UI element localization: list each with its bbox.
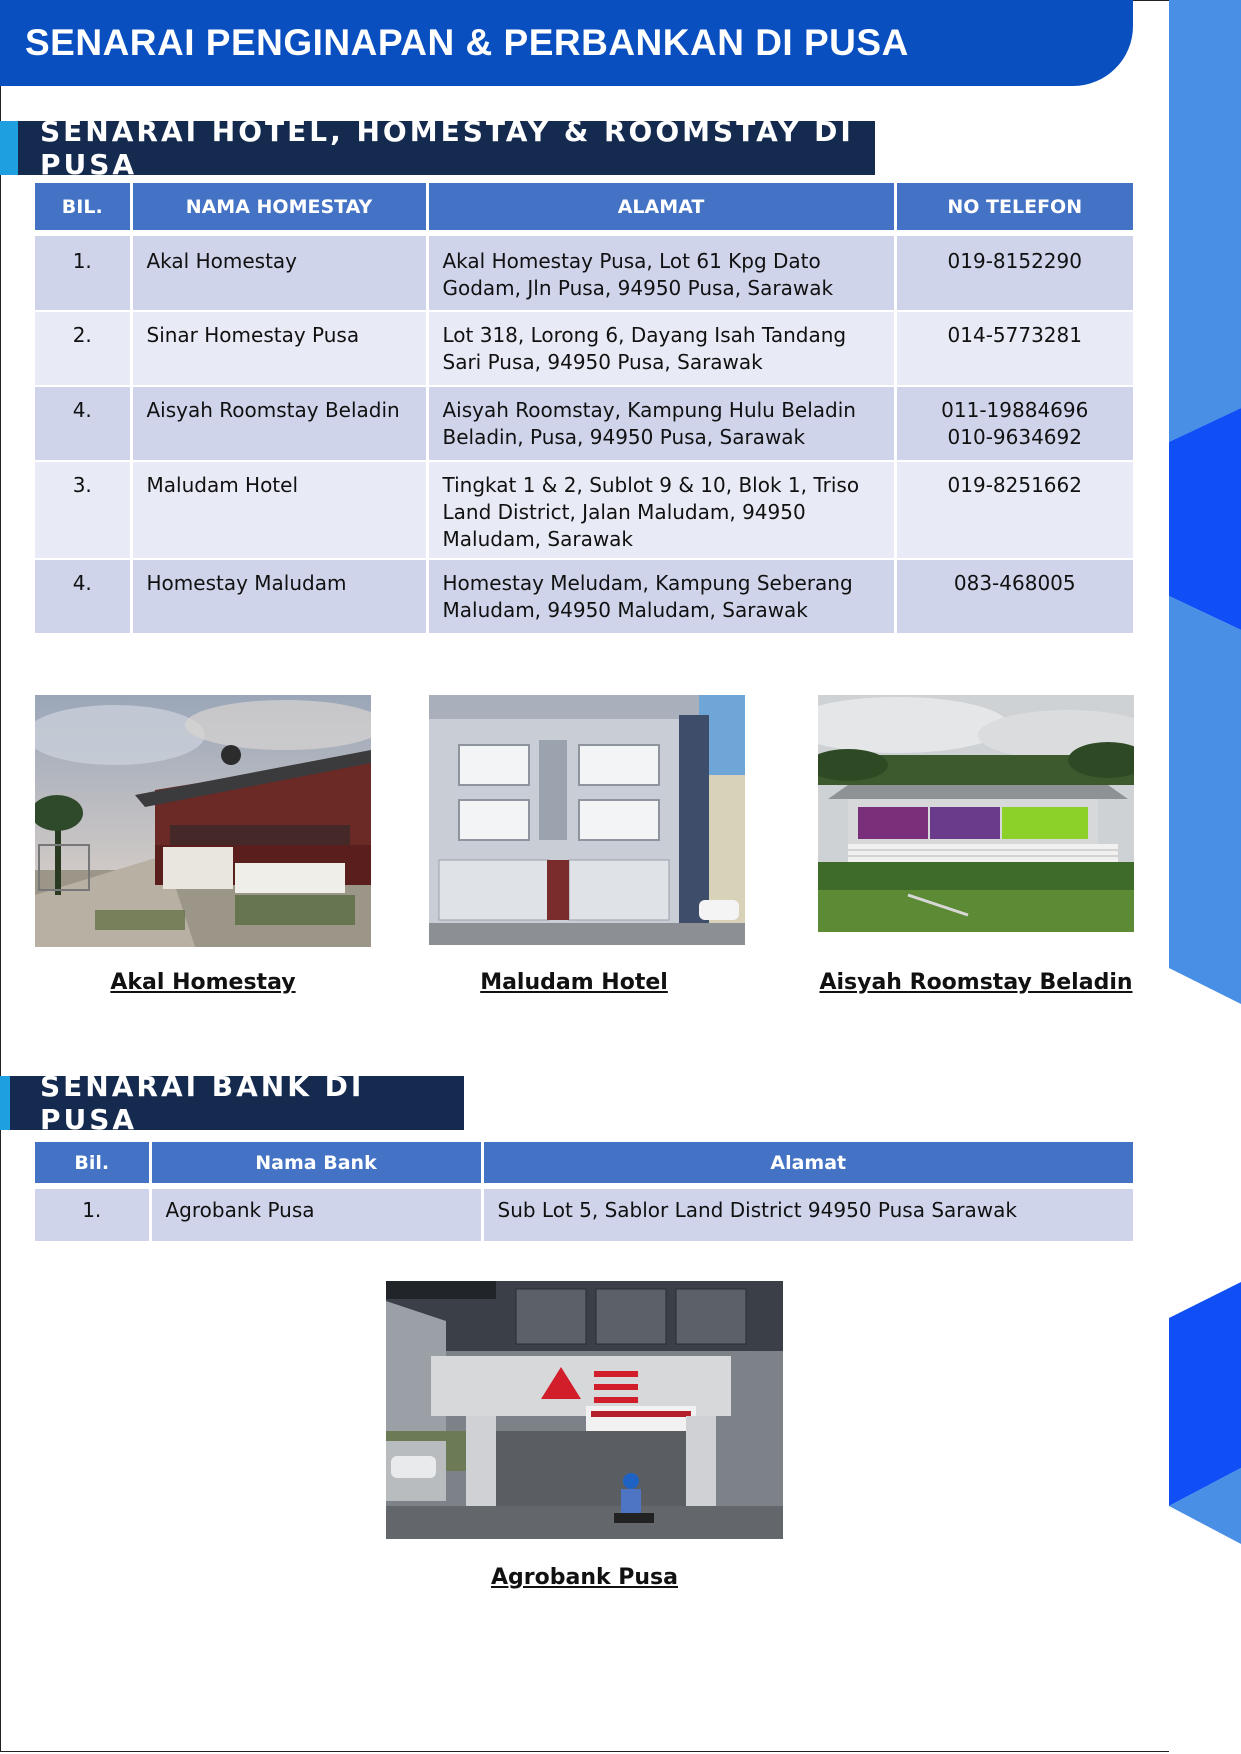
agrobank-photo <box>386 1281 783 1539</box>
phone-number: 014-5773281 <box>947 323 1082 347</box>
table-row <box>35 311 1133 386</box>
cell-name: Akal Homestay <box>131 233 427 311</box>
section-accent <box>0 121 18 175</box>
column-header-name: NAMA HOMESTAY <box>131 183 427 233</box>
maludam-hotel-caption: Maludam Hotel <box>480 970 668 995</box>
cell-phone <box>895 233 1133 311</box>
agrobank-caption: Agrobank Pusa <box>490 1565 678 1590</box>
table-row <box>35 1186 1133 1242</box>
cell-bil: 2. <box>35 311 131 386</box>
title-banner <box>0 0 1133 86</box>
cell-name: Sinar Homestay Pusa <box>131 311 427 386</box>
phone-number: 083-468005 <box>953 571 1076 595</box>
cell-name: Maludam Hotel <box>131 461 427 559</box>
aisyah-roomstay-caption: Aisyah Roomstay Beladin <box>819 970 1133 995</box>
column-header-address: ALAMAT <box>427 183 895 233</box>
cell-phone <box>895 311 1133 386</box>
cell-address: Aisyah Roomstay, Kampung Hulu Beladin Beladin, Pusa, 94950 Pusa, Sarawak <box>427 386 895 461</box>
column-header-bank-name: Nama Bank <box>150 1142 482 1186</box>
cell-address: Lot 318, Lorong 6, Dayang Isah Tandang Sari Pusa, 94950 Pusa, Sarawak <box>427 311 895 386</box>
akal-homestay-caption: Akal Homestay <box>110 970 296 995</box>
cell-bank-name: Agrobank Pusa <box>150 1186 482 1242</box>
hotel-section-header <box>0 115 875 181</box>
hotel-table <box>35 183 1133 635</box>
hotel-section-title: SENARAI HOTEL, HOMESTAY & ROOMSTAY DI PUSA <box>18 121 875 175</box>
cell-phone <box>895 559 1133 634</box>
page-title: SENARAI PENGINAPAN & PERBANKAN DI PUSA <box>25 22 909 63</box>
bank-table <box>35 1142 1133 1243</box>
cell-address: Sub Lot 5, Sablor Land District 94950 Pusa Sarawak <box>482 1186 1133 1242</box>
table-row <box>35 461 1133 559</box>
cell-bil: 3. <box>35 461 131 559</box>
cell-address: Homestay Meludam, Kampung Seberang Maludam, 94950 Maludam, Sarawak <box>427 559 895 634</box>
cell-bil: 4. <box>35 386 131 461</box>
cell-bil: 1. <box>35 1186 150 1242</box>
bank-section-title: SENARAI BANK DI PUSA <box>10 1076 464 1130</box>
cell-phone <box>895 386 1133 461</box>
bank-section-header <box>0 1070 464 1136</box>
table-row <box>35 559 1133 634</box>
column-header-address: Alamat <box>482 1142 1133 1186</box>
cell-bil: 1. <box>35 233 131 311</box>
phone-number: 010-9634692 <box>947 425 1082 449</box>
table-row <box>35 386 1133 461</box>
cell-name: Aisyah Roomstay Beladin <box>131 386 427 461</box>
table-row <box>35 233 1133 311</box>
side-decoration <box>1169 0 1241 1754</box>
phone-number: 019-8251662 <box>947 473 1082 497</box>
column-header-phone: NO TELEFON <box>895 183 1133 233</box>
maludam-hotel-photo <box>429 695 745 945</box>
column-header-bil: Bil. <box>35 1142 150 1186</box>
section-accent <box>0 1076 10 1130</box>
cell-address: Tingkat 1 & 2, Sublot 9 & 10, Blok 1, Triso Land District, Jalan Maludam, 94950 Maludam, Sarawak <box>427 461 895 559</box>
akal-homestay-photo <box>35 695 371 947</box>
cell-phone <box>895 461 1133 559</box>
cell-name: Homestay Maludam <box>131 559 427 634</box>
cell-bil: 4. <box>35 559 131 634</box>
cell-address: Akal Homestay Pusa, Lot 61 Kpg Dato Godam, Jln Pusa, 94950 Pusa, Sarawak <box>427 233 895 311</box>
aisyah-roomstay-photo <box>818 695 1134 932</box>
phone-number: 011-19884696 <box>941 398 1089 422</box>
phone-number: 019-8152290 <box>947 249 1082 273</box>
column-header-bil: BIL. <box>35 183 131 233</box>
